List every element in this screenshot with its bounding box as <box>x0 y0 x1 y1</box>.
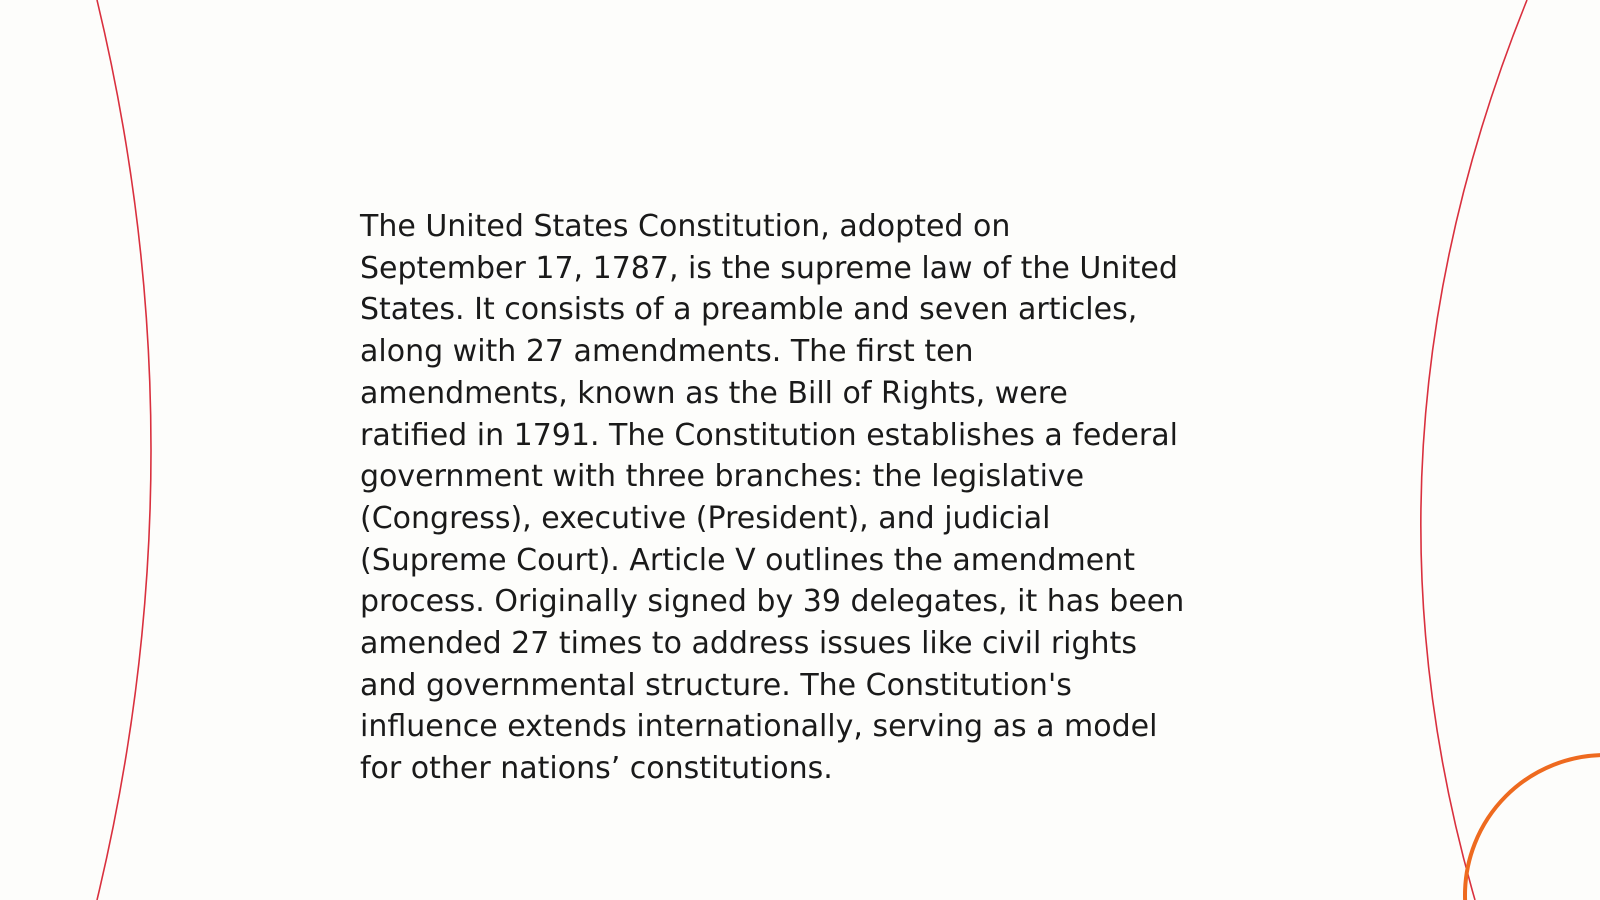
body-line: The United States Constitution, adopted on <box>360 209 1011 244</box>
body-line: and governmental structure. The Constitution's <box>360 667 1072 703</box>
body-line: States. It consists of a preamble and seven articles, <box>360 292 1138 328</box>
body-line: September 17, 1787, is the supreme law of the United <box>360 250 1178 286</box>
body-line: amendments, known as the Bill of Rights, were <box>360 375 1068 411</box>
right-curve <box>1421 0 1527 900</box>
body-line: along with 27 amendments. The first ten <box>360 334 974 370</box>
body-line: influence extends internationally, serving as a model <box>360 709 1158 745</box>
body-line: government with three branches: the legislative <box>360 459 1085 495</box>
body-line: for other nations’ constitutions. <box>360 751 833 787</box>
body-line: amended 27 times to address issues like civil rights <box>360 626 1137 662</box>
body-line: (Supreme Court). Article V outlines the amendment <box>360 542 1135 578</box>
body-line: process. Originally signed by 39 delegates, it has been <box>360 584 1185 620</box>
body-line: ratified in 1791. The Constitution establishes a federal <box>360 417 1178 453</box>
left-curve <box>97 0 151 900</box>
body-line: (Congress), executive (President), and judicial <box>360 500 1051 536</box>
body-paragraph <box>360 206 1260 790</box>
orange-circle-arc <box>1465 755 1600 900</box>
